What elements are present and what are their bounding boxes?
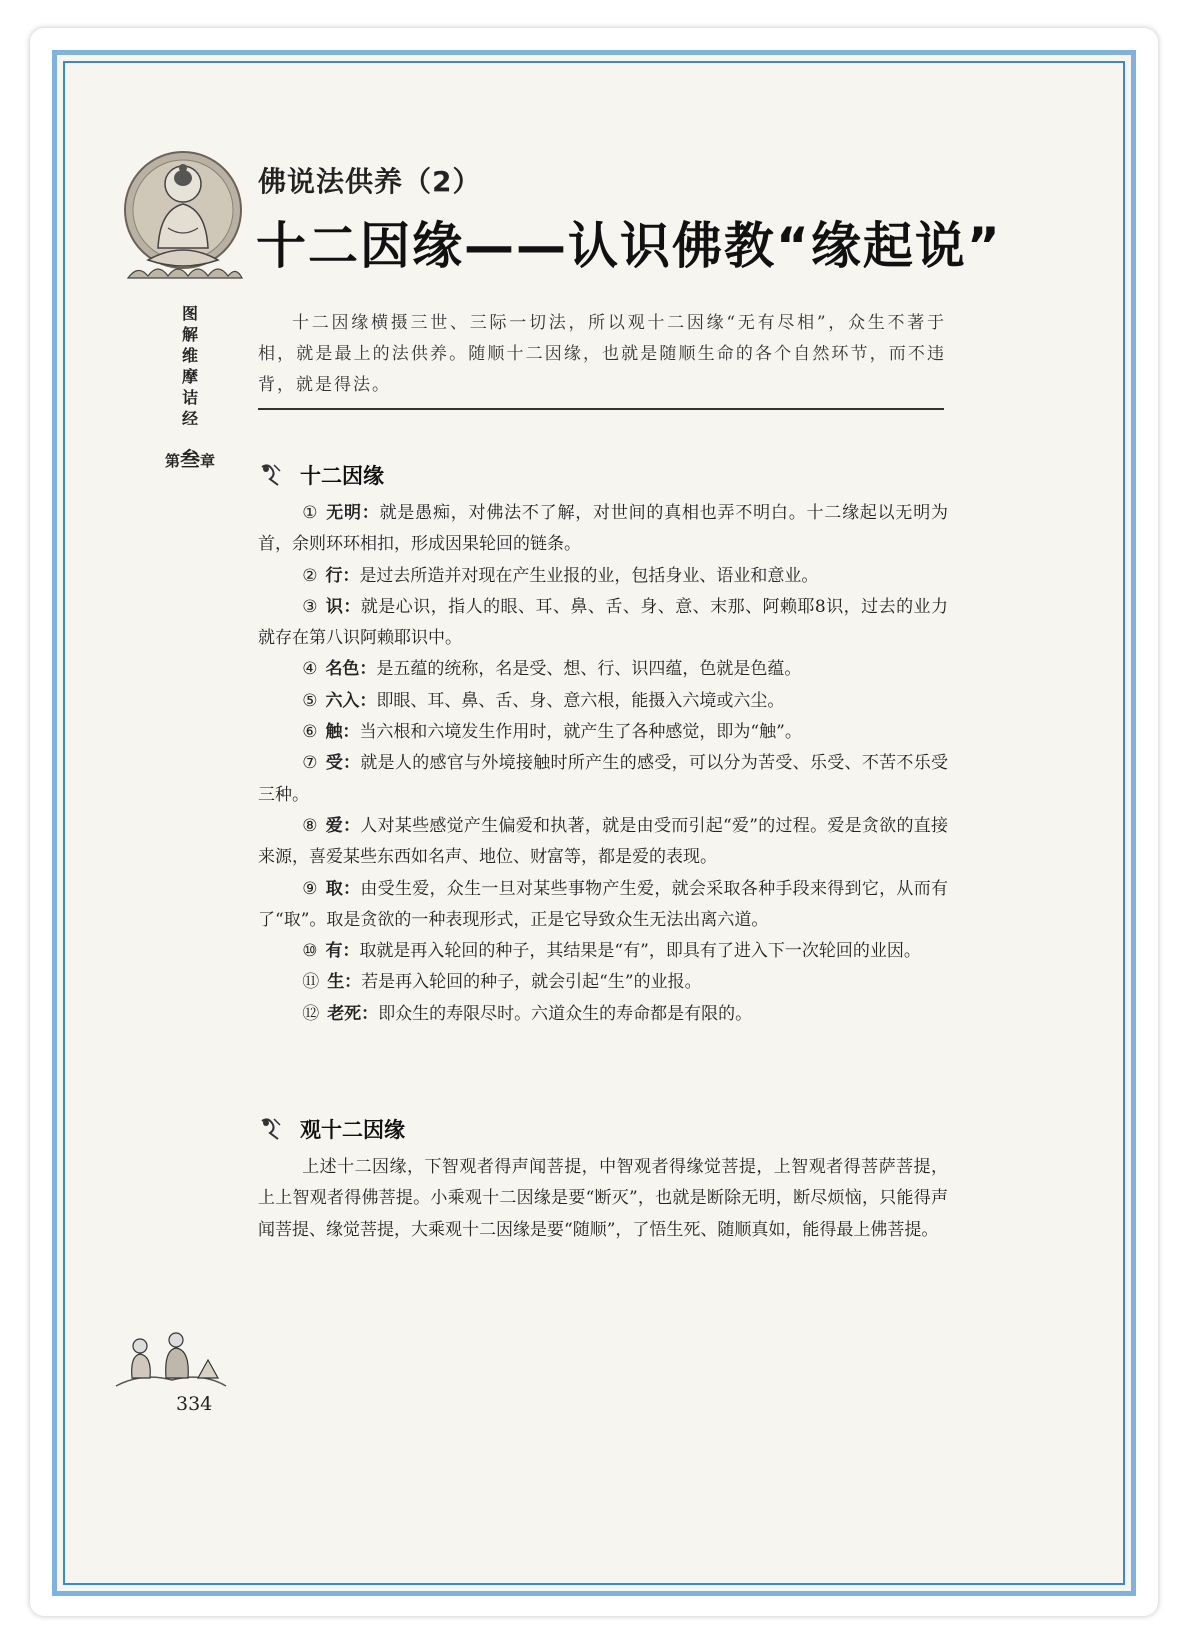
item-number: ②: [302, 565, 318, 586]
list-item: [258, 748, 948, 811]
list-item: [258, 811, 948, 874]
chapter-number: 叁: [180, 447, 200, 471]
item-term: 六入：: [325, 690, 377, 711]
list-item: [258, 717, 948, 748]
list-item: [258, 592, 948, 655]
divider: [258, 408, 944, 410]
item-term: 行：: [325, 565, 360, 586]
item-term: 有：: [325, 941, 360, 962]
list-item: [258, 936, 948, 967]
item-text: 就是人的感官与外境接触时所产生的感受，可以分为苦受、乐受、不苦不乐受三种。: [258, 753, 949, 805]
list-item: [258, 654, 948, 685]
list-item: [258, 686, 948, 717]
chapter-prefix: 第: [164, 452, 180, 470]
contemplation-paragraph: [258, 1152, 948, 1246]
item-text: 取就是再入轮回的种子，其结果是“有”，即具有了进入下一次轮回的业因。: [359, 941, 921, 962]
book-title-vertical: 图解维摩诘经: [181, 304, 198, 428]
section-heading-1-text: 十二因缘: [300, 464, 384, 488]
chapter-suffix: 章: [200, 452, 216, 470]
item-number: ⑩: [302, 941, 318, 962]
book-page: [60, 58, 1126, 1586]
ornament-icon: [258, 1115, 292, 1143]
item-number: ⑪: [302, 972, 320, 993]
section-heading-2: [258, 1114, 405, 1144]
item-number: ③: [302, 596, 318, 617]
item-term: 识：: [325, 596, 361, 617]
section-supertitle: 佛说法供养（2）: [258, 165, 482, 198]
page-title: 十二因缘——认识佛教“缘起说”: [256, 217, 1002, 275]
item-text: 即眼、耳、鼻、舌、身、意六根，能摄入六境或六尘。: [376, 690, 785, 711]
section-heading-2-text: 观十二因缘: [300, 1118, 405, 1142]
item-text: 就是愚痴，对佛法不了解，对世间的真相也弄不明白。十二缘起以无明为首，余则环环相扣，形成因果轮回的链条。: [258, 503, 949, 555]
item-term: 取：: [325, 878, 361, 899]
chapter-label: [150, 443, 230, 472]
item-term: 老死：: [327, 1003, 379, 1024]
item-term: 触：: [325, 722, 360, 743]
list-item: [258, 874, 948, 937]
item-text: 当六根和六境发生作用时，就产生了各种感觉，即为“触”。: [359, 722, 802, 743]
item-text: 人对某些感觉产生偏爱和执著，就是由受而引起“爱”的过程。爱是贪欲的直接来源，喜爱某些东西如名声、地位、财富等，都是爱的表现。: [258, 815, 948, 868]
item-term: 无明：: [326, 503, 380, 523]
item-number: ⑥: [302, 722, 318, 743]
ornament-icon: [258, 461, 292, 489]
list-item: [258, 561, 948, 592]
item-text: 由受生爱，众生一旦对某些事物产生爱，就会采取各种手段来得到它，从而有了“取”。取是贪欲的一种表现形式，正是它导致众生无法出离六道。: [258, 878, 949, 930]
item-text: 就是心识，指人的眼、耳、鼻、舌、身、意、末那、阿赖耶8识，过去的业力就存在第八识阿赖耶识中。: [258, 596, 948, 649]
item-number: ⑤: [302, 690, 318, 711]
twelve-links-list: [258, 498, 948, 1030]
list-item: [258, 999, 948, 1030]
buddha-illustration: [118, 148, 248, 298]
item-number: ⑫: [302, 1003, 320, 1024]
list-item: [258, 967, 948, 998]
item-term: 受：: [325, 753, 361, 774]
item-number: ④: [302, 659, 318, 680]
contemplation-text: 上述十二因缘，下智观者得声闻菩提，中智观者得缘觉菩提，上智观者得菩萨菩提，上上智观者得佛菩提。小乘观十二因缘是要“断灭”，也就是断除无明，断尽烦恼，只能得声闻菩提、缘觉菩提，大乘观十二因缘是要“随顺”，了悟生死、随顺真如，能得最上佛菩提。: [258, 1157, 948, 1240]
list-item: [258, 498, 948, 561]
item-number: ⑨: [302, 878, 318, 899]
figures-illustration: [112, 1320, 230, 1390]
item-text: 是五蕴的统称，名是受、想、行、识四蕴，色就是色蕴。: [376, 659, 802, 680]
item-number: ⑧: [302, 815, 318, 836]
section-heading-1: [258, 460, 384, 490]
item-number: ⑦: [302, 753, 318, 774]
item-text: 若是再入轮回的种子，就会引起“生”的业报。: [361, 972, 702, 993]
intro-paragraph: 十二因缘横摄三世、三际一切法，所以观十二因缘“无有尽相”，众生不著于相，就是最上的法供养。随顺十二因缘，也就是随顺生命的各个自然环节，而不违背，就是得法。: [258, 313, 946, 395]
item-term: 生：: [327, 972, 362, 993]
item-term: 爱：: [325, 815, 361, 836]
item-text: 是过去所造并对现在产生业报的业，包括身业、语业和意业。: [359, 565, 819, 586]
item-term: 名色：: [325, 659, 377, 680]
page-number: 334: [176, 1393, 213, 1415]
item-text: 即众生的寿限尽时。六道众生的寿命都是有限的。: [378, 1003, 753, 1024]
item-number: ①: [302, 503, 319, 523]
